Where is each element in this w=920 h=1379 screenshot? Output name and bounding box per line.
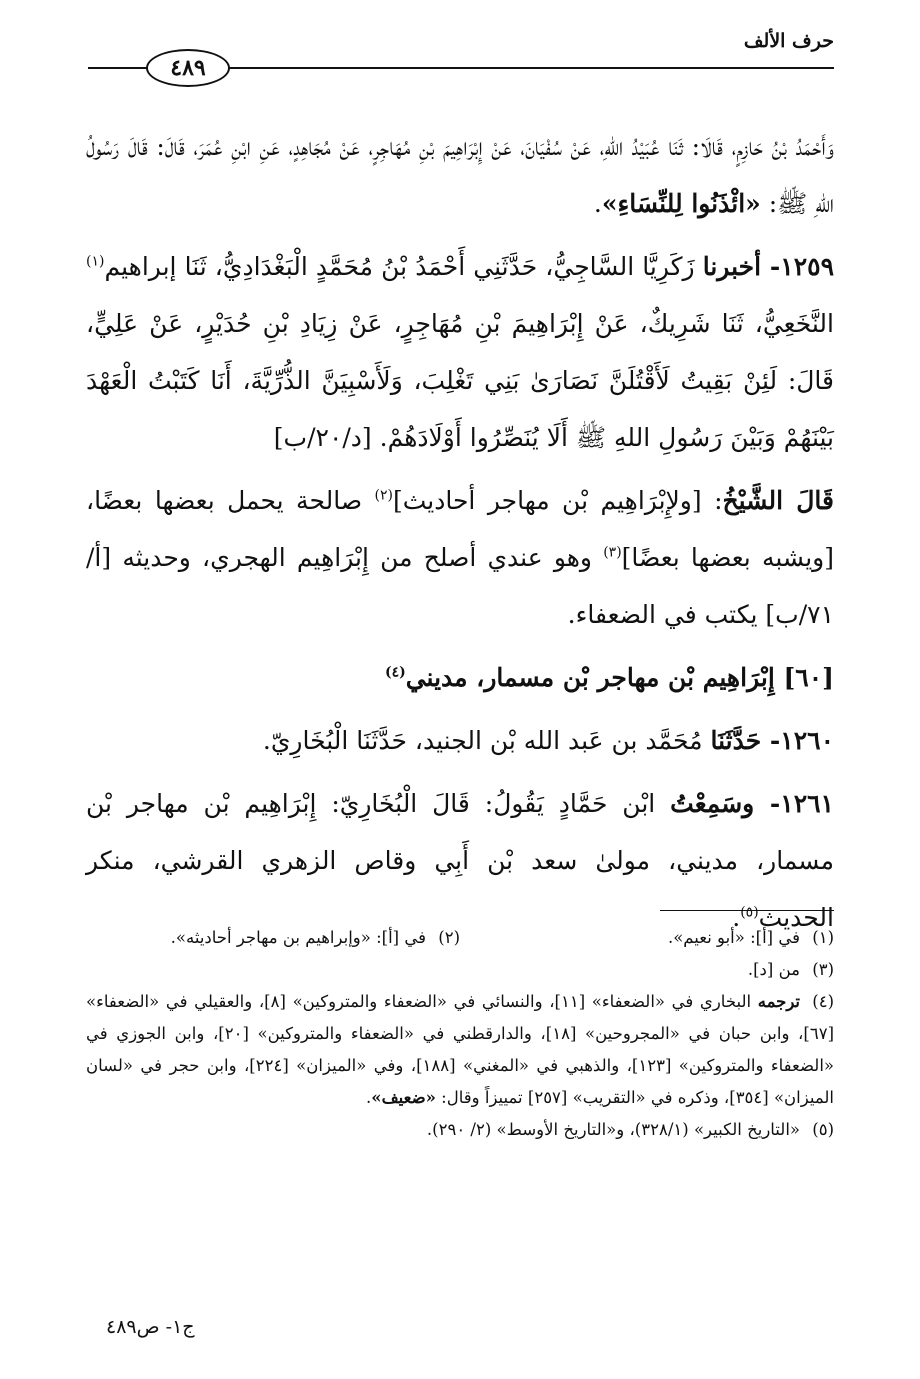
footnote-text: في [أ]: «وإبراهيم بن مهاجر أحاديثه». xyxy=(170,928,426,947)
footnote-marker: (٢) xyxy=(374,487,393,504)
footnote-text: . xyxy=(366,1088,372,1107)
running-title: حرف الألف xyxy=(743,30,834,52)
footnote-2 xyxy=(86,922,460,954)
text-run: وهو عندي أصلح من إِبْرَاهِيم الهجري، وحديثه [أ/٧١/ب] يكتب في الضعفاء. xyxy=(86,543,834,629)
footnote-number: (١) xyxy=(812,928,834,947)
text-run: ابْن حَمَّادٍ يَقُولُ: قَالَ الْبُخَارِيّ: إِبْرَاهِيم بْن مهاجر بْن مسمار، مديني، مولىٰ سعد بْن أَبِي وقاص الزهري القرشي، منكر الحديث xyxy=(86,789,834,932)
volume-page-label: ج١- ص٤٨٩ xyxy=(106,1316,195,1338)
footnote-number: (٢) xyxy=(438,928,460,947)
text-run: وَأَحْمَدُ بْنُ حَازِمٍ، قَالَا: ثَنَا عُبَيْدُ اللهِ، عَنْ سُفْيَانَ، عَنْ إِبْرَاهِيمَ بْنِ مُهَاجِرٍ، عَنْ مُجَاهِدٍ، عَنِ ابْنِ عُمَرَ، قَالَ: قَالَ رَسُولُ اللهِ ﷺ: xyxy=(86,132,834,218)
footnote-text: من [د]. xyxy=(747,960,800,979)
text-run: . xyxy=(593,189,602,218)
text-run: النَّخَعِيُّ، ثَنَا شَرِيكٌ، عَنْ إِبْرَاهِيمَ بْنِ مُهَاجِرٍ، عَنْ زِيَادِ بْنِ حُدَيْرٍ، عَنْ عَلِيٍّ، قَالَ: لَئِنْ بَقِيتُ لَأَقْتُلَنَّ نَصَارَىٰ بَنِي تَغْلِبَ، وَلَأَسْبِيَنَّ الذُّرِّيَّةَ، أَنَا كَتَبْتُ الْعَهْدَ بَيْنَهُمْ وَبَيْنَ رَسُولِ اللهِ ﷺ أَلَا يُنَصِّرُوا أَوْلَادَهُمْ. [د/٢٠/ب] xyxy=(86,309,834,452)
transmission-word: حَدَّثَنَا xyxy=(710,726,762,755)
footnote-marker: (٣) xyxy=(603,544,622,561)
hadith-number: ١٢٦١- xyxy=(754,789,834,818)
hadith-1259 xyxy=(86,238,834,466)
text-run: : [ولإِبْرَاهِيم بْن مهاجر أحاديث] xyxy=(392,486,723,515)
text-run: . xyxy=(732,903,741,932)
footnote-row xyxy=(86,922,834,954)
footnote-text: البخاري في «الضعفاء» [١١]، والنسائي في «الضعفاء والمتروكين» [٨]، والعقيلي في «الضعفاء» [٦٧]، وابن حبان في «المجروحين» [١٨]، والدارقطني في «الضعفاء والمتروكين» [٢٠]، وابن الجوزي في «الضعفاء والمتروكين» [١٢٣]، والذهبي في «المغني» [١٨٨]، وفي «الميزان» [٢٢٤]، وابن حجر في «لسان الميزان» [٣٥٤]، وذكره في «التقريب» [٢٥٧] تمييزاً وقال: xyxy=(86,992,834,1107)
text-run: صالحة يحمل بعضها بعضًا، [ويشبه بعضها بعضًا] xyxy=(86,486,834,572)
transmission-word: قَالَ الشَّيْخُ xyxy=(722,486,834,515)
footnote-1 xyxy=(460,922,834,954)
hadith-number: ١٢٥٩- xyxy=(761,252,834,281)
footnote-marker: (١) xyxy=(86,253,105,270)
sheikh-statement xyxy=(86,472,834,643)
transmission-word: وسَمِعْتُ xyxy=(670,789,755,818)
page-number-badge: ٤٨٩ xyxy=(146,49,230,87)
paragraph-continuation xyxy=(86,118,834,232)
entry-heading-text: [٦٠] إِبْرَاهِيم بْن مهاجر بْن مسمار، مديني xyxy=(405,663,834,692)
footnote-separator xyxy=(660,910,834,911)
footnotes xyxy=(86,922,834,1146)
text-run: زَكَرِيَّا السَّاجِيُّ، حَدَّثَنِي أَحْمَدُ بْنُ مُحَمَّدٍ الْبَغْدَادِيُّ، ثَنَا إبراهيم xyxy=(104,252,703,281)
hadith-quote: «ائْذَنُوا لِلنِّسَاءِ» xyxy=(601,189,761,218)
hadith-1260 xyxy=(86,712,834,769)
transmission-word: أخبرنا xyxy=(702,252,762,281)
footnote-quote: «ضعيف» xyxy=(371,1088,436,1107)
footnote-number: (٤) xyxy=(812,992,835,1011)
footnote-text: «التاريخ الكبير» (٣٢٨/١)، و«التاريخ الأوسط» (٢/ ٢٩٠). xyxy=(426,1120,800,1139)
footnote-number: (٣) xyxy=(812,960,834,979)
footnote-3 xyxy=(86,954,834,986)
footnote-marker: (٥) xyxy=(740,904,759,921)
entry-heading xyxy=(86,649,834,706)
hadith-number: ١٢٦٠- xyxy=(761,726,834,755)
footnote-marker: (٤) xyxy=(384,664,406,681)
footnote-text: في [أ]: «أبو نعيم». xyxy=(667,928,800,947)
hadith-1261 xyxy=(86,775,834,946)
text-run: مُحَمَّد بن عَبد الله بْن الجنيد، حَدَّثَنَا الْبُخَارِيّ. xyxy=(262,726,711,755)
footnote-keyword: ترجمه xyxy=(757,992,801,1011)
footnote-4 xyxy=(86,986,834,1114)
footnote-5 xyxy=(86,1114,834,1146)
footnote-number: (٥) xyxy=(812,1120,834,1139)
main-text xyxy=(86,118,834,952)
